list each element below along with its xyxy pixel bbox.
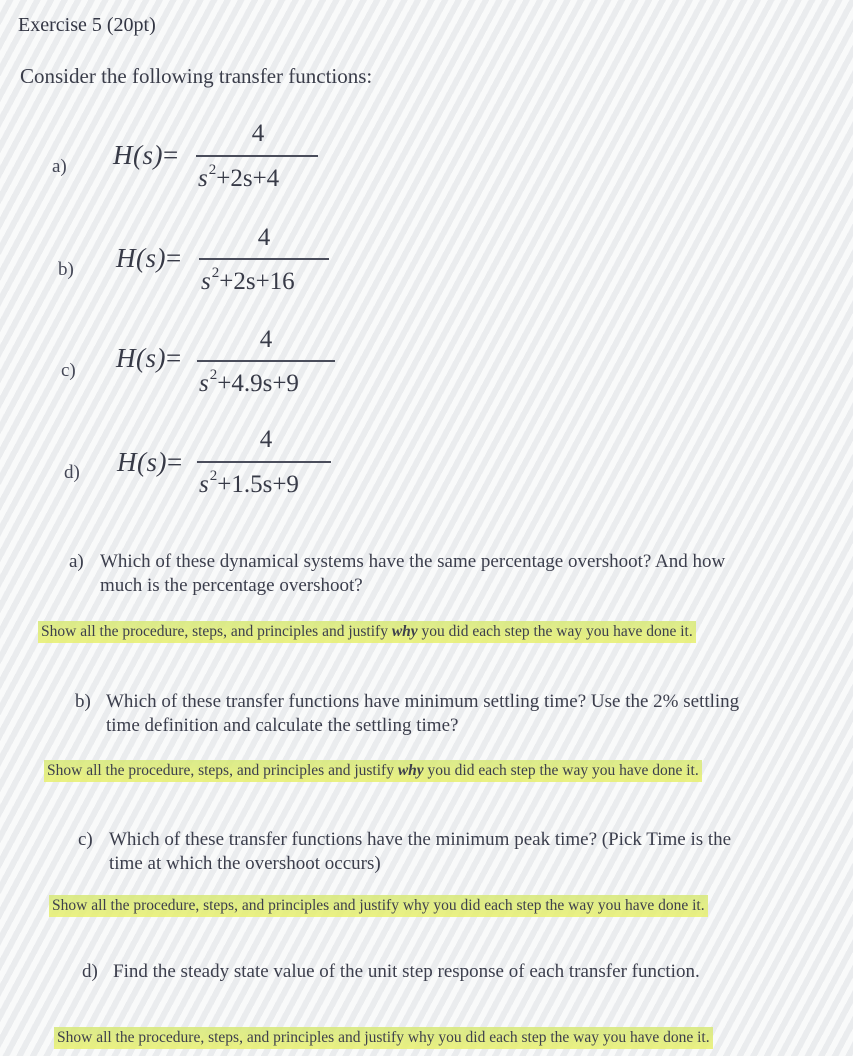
fraction-bar: [197, 461, 331, 463]
tf-letter: a): [52, 156, 67, 177]
question-text-line2: time definition and calculate the settling time?: [106, 715, 459, 736]
question-text-line1: Which of these dynamical systems have the same percentage overshoot? And how: [100, 551, 726, 572]
question-letter: c): [78, 829, 93, 850]
question-text-line2: time at which the overshoot occurs): [109, 853, 381, 874]
instruction-highlight: Show all the procedure, steps, and principles and justify why you did each step the way you have done it.: [49, 895, 708, 917]
instruction-highlight: Show all the procedure, steps, and principles and justify why you did each step the way you have done it.: [38, 621, 696, 643]
question-letter: d): [82, 961, 98, 982]
tf-letter: b): [58, 259, 74, 280]
fraction-bar: [196, 155, 318, 157]
tf-lhs: H(s)=: [117, 447, 183, 477]
tf-numerator: 4: [259, 326, 273, 353]
question-c: [78, 828, 838, 878]
question-text-line1: Which of these transfer functions have minimum settling time? Use the 2% settling: [106, 691, 740, 712]
question-d: [82, 960, 842, 986]
tf-letter: d): [64, 462, 80, 483]
tf-lhs: H(s)=: [116, 343, 182, 373]
tf-lhs: H(s)=: [113, 140, 179, 170]
question-letter: a): [69, 551, 84, 572]
tf-denominator: $s^2+2s+4$: [198, 162, 280, 192]
exercise-intro: Consider the following transfer functions:: [20, 64, 373, 88]
tf-denominator: $s^2+2s+16$: [201, 265, 295, 295]
question-b: [75, 690, 835, 740]
tf-letter: c): [61, 360, 76, 381]
tf-numerator: 4: [251, 120, 265, 147]
question-letter: b): [75, 691, 91, 712]
question-a: [69, 550, 829, 600]
fraction-bar: [199, 258, 329, 260]
instruction-highlight: Show all the procedure, steps, and principles and justify why you did each step the way you have done it.: [54, 1027, 713, 1049]
tf-lhs: H(s)=: [116, 243, 182, 273]
question-text-line1: Find the steady state value of the unit step response of each transfer function.: [113, 961, 700, 982]
tf-denominator: $s^2+4.9s+9$: [199, 367, 299, 397]
tf-denominator: $s^2+1.5s+9$: [199, 468, 299, 498]
tf-numerator: 4: [259, 426, 273, 453]
instruction-highlight: Show all the procedure, steps, and principles and justify why you did each step the way you have done it.: [44, 760, 702, 782]
tf-numerator: 4: [257, 224, 271, 251]
question-text-line1: Which of these transfer functions have the minimum peak time? (Pick Time is the: [109, 829, 732, 850]
exercise-title: Exercise 5 (20pt): [18, 14, 156, 36]
fraction-bar: [197, 360, 335, 362]
question-text-line2: much is the percentage overshoot?: [100, 575, 363, 596]
